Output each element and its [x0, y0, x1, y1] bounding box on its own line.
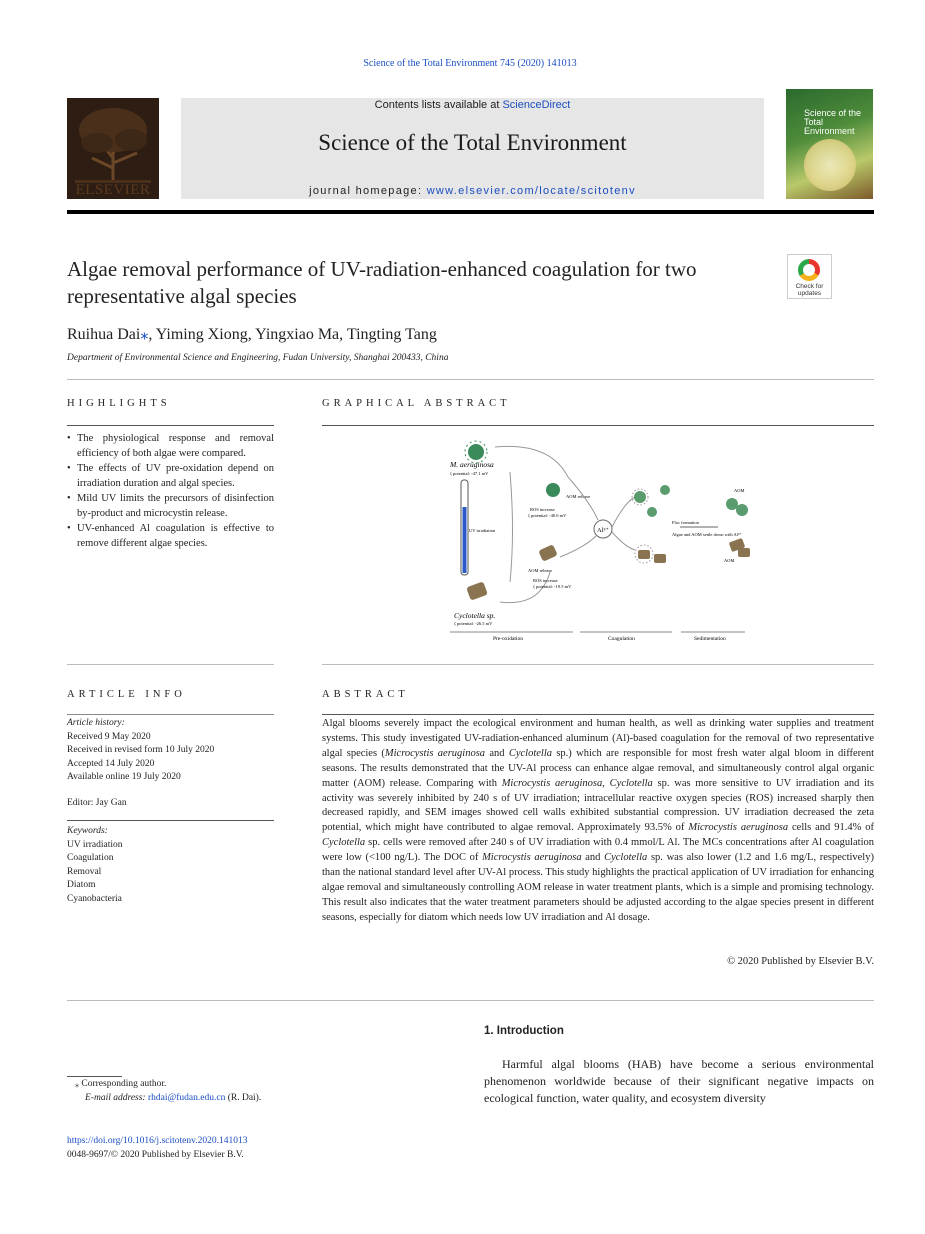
- article-info-rule: [67, 714, 274, 715]
- footnote-email: E-mail address: rhdai@fudan.edu.cn (R. Dai).: [85, 1092, 262, 1103]
- arrow: [612, 497, 635, 527]
- history-item: Received in revised form 10 July 2020: [67, 745, 215, 755]
- cyclotella-cell: [466, 581, 488, 600]
- article-info-heading: ARTICLE INFO: [67, 689, 186, 700]
- aom-label-3: AOM: [734, 488, 745, 493]
- highlights-list: [67, 431, 274, 551]
- history-label: Article history:: [67, 718, 125, 728]
- floc-formation-label: Floc formation: [672, 520, 699, 525]
- species2-label: Cyclotella sp.: [454, 611, 496, 620]
- journal-homepage: [181, 185, 764, 197]
- crossmark-icon: [798, 259, 820, 281]
- highlights-rule: [67, 425, 274, 426]
- floc-cluster-brown: [635, 545, 666, 563]
- divider: [67, 379, 874, 380]
- history-item: Received 9 May 2020: [67, 731, 151, 742]
- keywords-label: Keywords:: [67, 826, 108, 836]
- uv-lamp-fill: [463, 507, 467, 573]
- keywords: [67, 825, 274, 906]
- keyword: Cyanobacteria: [67, 893, 122, 904]
- species1-label: M. aeruginosa: [450, 460, 494, 469]
- arrow: [510, 472, 513, 582]
- header-rule: [67, 210, 874, 214]
- arrow: [612, 532, 635, 550]
- keyword: Removal: [67, 866, 102, 877]
- doi-block: [67, 1135, 248, 1162]
- article-title: Algae removal performance of UV-radiation-enhanced coagulation for two representative algal species: [67, 257, 697, 308]
- article-history: [67, 717, 274, 785]
- aom-label-4: AOM: [724, 558, 735, 563]
- footnote-rule: [67, 1076, 122, 1077]
- author-list: [67, 324, 437, 344]
- abstract-heading: ABSTRACT: [322, 689, 409, 700]
- sciencedirect-link[interactable]: ScienceDirect: [502, 99, 571, 111]
- stage-coagulation: Coagulation: [608, 636, 635, 642]
- journal-title[interactable]: Science of the Total Environment: [318, 130, 627, 155]
- abstract-copyright: © 2020 Published by Elsevier B.V.: [727, 956, 874, 967]
- journal-citation[interactable]: Science of the Total Environment 745 (2020) 141013: [363, 58, 577, 69]
- affiliation: Department of Environmental Science and Engineering, Fudan University, Shanghai 200433, China: [67, 353, 449, 363]
- aom-release-2: AOM release: [528, 568, 553, 573]
- arrow: [560, 536, 596, 557]
- keyword: Diatom: [67, 880, 96, 890]
- history-item: Accepted 14 July 2020: [67, 758, 155, 769]
- cover-title: Science of the Total Environment: [804, 108, 862, 136]
- keyword: UV irradiation: [67, 839, 123, 850]
- contents-prefix: Contents lists available at: [374, 99, 503, 111]
- homepage-prefix: journal homepage:: [309, 185, 427, 197]
- elsevier-wordmark: ELSEVIER: [75, 182, 151, 198]
- divider: [67, 1000, 874, 1001]
- author-first: Ruihua Dai: [67, 326, 141, 343]
- al-label: Al³⁺: [597, 527, 609, 534]
- settled-cluster-green: [726, 498, 748, 516]
- aom-release-1: AOM release: [566, 494, 591, 499]
- ros-increase-2: ROS increase: [533, 578, 558, 583]
- badge-label: Check for updates: [795, 283, 824, 297]
- species1-zeta: ζ potential: -47.1 mV: [450, 471, 489, 476]
- corresponding-author-link[interactable]: ⁎: [140, 326, 149, 343]
- check-for-updates-badge[interactable]: [787, 254, 832, 299]
- graphical-abstract-figure[interactable]: [440, 432, 760, 647]
- ros-increase-1: ROS increase: [530, 507, 555, 512]
- ros-zeta-2: ζ potential: -19.5 mV: [533, 584, 572, 589]
- graphical-abstract-heading: GRAPHICAL ABSTRACT: [322, 398, 511, 409]
- footnote-corresponding: ⁎ Corresponding author.: [75, 1079, 167, 1089]
- ga-rule: [322, 425, 874, 426]
- homepage-link[interactable]: www.elsevier.com/locate/scitotenv: [426, 185, 636, 197]
- elsevier-logo: [67, 98, 159, 199]
- email-link[interactable]: rhdai@fudan.edu.cn: [147, 1092, 226, 1103]
- highlight-item: • The physiological response and removal efficiency of both algae were compared.: [67, 431, 274, 461]
- stage-preoxidation: Pre-oxidation: [493, 636, 523, 642]
- species2-zeta: ζ potential: -26.5 mV: [454, 621, 493, 626]
- stage-sedimentation: Sedimentation: [694, 636, 726, 642]
- ros-zeta-1: ζ potential: -40.6 mV: [528, 513, 567, 518]
- footnote: [67, 1078, 261, 1105]
- issn-copyright: 0048-9697/© 2020 Published by Elsevier B.V.: [67, 1149, 244, 1160]
- keywords-rule: [67, 820, 274, 821]
- highlight-item: • The effects of UV pre-oxidation depend on irradiation duration and algal species.: [67, 461, 274, 491]
- editor: Editor: Jay Gan: [67, 798, 127, 808]
- cover-art: [804, 139, 856, 191]
- introduction-heading: 1. Introduction: [484, 1025, 564, 1037]
- keyword: Coagulation: [67, 853, 114, 863]
- treated-cyclotella: [538, 544, 558, 562]
- introduction-text: Harmful algal blooms (HAB) have become a serious environmental phenomenon worldwide because of their significant negative impacts on ecological function, water quality, and ecosystem diversity: [484, 1057, 874, 1105]
- highlights-heading: HIGHLIGHTS: [67, 398, 171, 409]
- abstract-text: Algal blooms severely impact the ecological environment and human health, as well as drinking water supplies and treatment systems. This study investigated UV-radiation-enhanced aluminum (Al)-based coagulation for the removal of two representative algal species (Microcystis aeruginosa and Cyclotella sp.) which are responsible for most fresh water algal bloom in different seasons. The results demonstrated that the UV-Al process can enhance algae removal, and simultaneously control algal organic matter (AOM) release. Comparing with Microcystis aeruginosa, Cyclotella sp. was more sensitive to UV irradiation and its activity was severely inhibited by 240 s of UV irradiation; intracellular reactive oxygen species (ROS) increased sharply then decreased rapidly, and SEM images showed cell walls exhibited substantial compression. UV irradiation decreased the zeta potential, which might have contributed to algae removal. Approximately 93.5% of Microcystis aeruginosa cells and 91.4% of Cyclotella sp. cells were removed after 240 s of UV irradiation with 0.4 mmol/L Al. The MCs concentrations after Al coagulation were low (<100 ng/L). The DOC of Microcystis aeruginosa and Cyclotella sp. was also lower (1.2 and 1.6 mg/L, respectively) than the national standard level after UV-Al process. This study highlights the practical application of UV irradiation for enhancing algae removal and simultaneously controlling AOM release in water treatment plants, which is a simple and promising technology. This result also indicates that the water treatment parameters should be adjusted according to the algae species present in different seasons, especially for diatom which needs low UV irradiation and Al dosage.: [322, 718, 875, 923]
- divider: [322, 664, 874, 665]
- settled-cluster-brown: [729, 538, 750, 557]
- doi-link[interactable]: https://doi.org/10.1016/j.scitotenv.2020.141013: [67, 1136, 248, 1146]
- uv-label: UV irradiation: [469, 528, 496, 533]
- treated-microcystis: [546, 483, 560, 497]
- highlight-item: • Mild UV limits the precursors of disinfection by-product and microcystin release.: [67, 491, 274, 521]
- arrow: [495, 446, 568, 477]
- contents-line: [181, 99, 764, 111]
- history-item: Available online 19 July 2020: [67, 772, 181, 782]
- author-rest: , Yiming Xiong, Yingxiao Ma, Tingting Tang: [148, 326, 437, 343]
- journal-cover-image[interactable]: [786, 89, 873, 199]
- highlight-item: • UV-enhanced Al coagulation is effective to remove different algae species.: [67, 521, 274, 551]
- floc-cluster-green: [632, 485, 670, 517]
- settle-label: Algae and AOM settle down with Al³⁺: [672, 532, 742, 537]
- divider: [67, 664, 274, 665]
- abstract-rule: [322, 714, 874, 715]
